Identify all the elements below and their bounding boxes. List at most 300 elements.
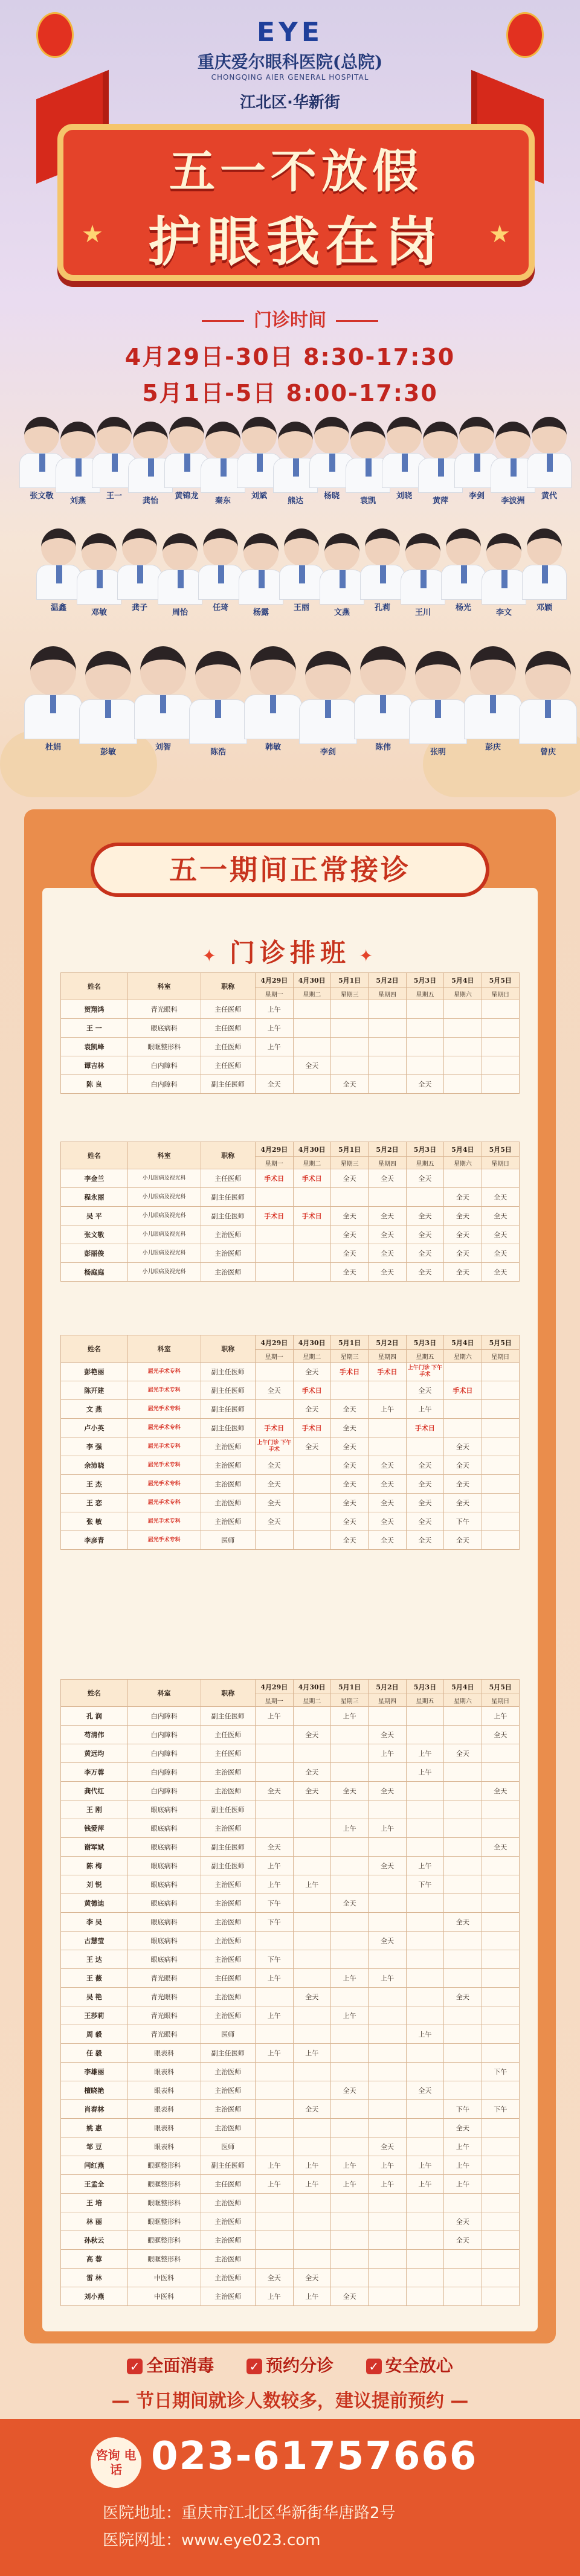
weekday-header: 星期四 — [369, 1350, 406, 1363]
table-row — [61, 2194, 520, 2212]
table-row — [61, 1913, 520, 1932]
doctor-name: 王一 — [106, 492, 122, 501]
weekday-header: 星期三 — [330, 1350, 368, 1363]
schedule-cell: 全天 — [256, 2269, 293, 2287]
title-cell: 副主任医师 — [201, 1363, 256, 1381]
doctor-name-cell: 卢小英 — [61, 1419, 128, 1437]
doctor-name-cell: 任 毅 — [61, 2044, 128, 2063]
schedule-cell — [369, 2063, 406, 2081]
schedule-cell — [256, 1988, 293, 2006]
department-cell: 屈光手术专科 — [127, 1437, 201, 1456]
schedule-cell — [293, 2063, 330, 2081]
doctor-coat — [198, 565, 243, 600]
schedule-cell: 全天 — [293, 1782, 330, 1800]
schedule-cell: 上午 — [406, 1857, 443, 1875]
department-cell: 青光眼科 — [127, 2006, 201, 2025]
schedule-cell — [482, 2156, 519, 2175]
doctor-name: 李剑 — [320, 748, 336, 757]
schedule-cell — [369, 1188, 406, 1207]
title-cell: 主任医师 — [201, 1038, 256, 1056]
date-header: 5月3日 — [406, 1335, 443, 1350]
weekday-header: 星期六 — [444, 1157, 482, 1169]
schedule-cell — [482, 1456, 519, 1475]
schedule-cell — [406, 1019, 443, 1038]
doctor-head — [305, 651, 351, 701]
doctor-name-cell: 林 丽 — [61, 2212, 128, 2231]
schedule-cell — [330, 1381, 368, 1400]
doctor-head — [24, 417, 59, 454]
column-header: 科室 — [127, 973, 201, 1000]
schedule-cell — [330, 2269, 368, 2287]
schedule-cell — [406, 1056, 443, 1075]
schedule-cell: 上午 — [444, 2138, 482, 2156]
schedule-cell — [369, 1000, 406, 1019]
weekday-header: 星期四 — [369, 988, 406, 1000]
title-cell: 主治医师 — [201, 1875, 256, 1894]
schedule-subtitle — [0, 933, 580, 969]
doctor-portrait — [519, 651, 577, 757]
doctor-head — [60, 422, 95, 459]
schedule-cell: 上午 — [256, 2287, 293, 2306]
schedule-cell: 上午 — [256, 1038, 293, 1056]
department-cell: 小儿眼病及视光科 — [127, 1169, 201, 1188]
schedule-cell: 全天 — [293, 1988, 330, 2006]
schedule-cell: 上午 — [330, 2175, 368, 2194]
title-cell: 副主任医师 — [201, 1800, 256, 1819]
doctor-name: 李文 — [495, 608, 512, 617]
weekday-header: 星期三 — [330, 988, 368, 1000]
title-cell: 主治医师 — [201, 2212, 256, 2231]
schedule-cell — [293, 1225, 330, 1244]
table-row — [61, 1207, 520, 1225]
weekday-header: 星期二 — [293, 1694, 330, 1707]
title-cell: 主任医师 — [201, 1744, 256, 1763]
schedule-cell: 上午 — [256, 1969, 293, 1988]
table-row — [61, 1932, 520, 1950]
table-row — [61, 1056, 520, 1075]
table-row — [61, 2212, 520, 2231]
weekday-header: 星期二 — [293, 988, 330, 1000]
schedule-cell — [330, 1038, 368, 1056]
column-header: 职称 — [201, 1680, 256, 1707]
doctor-coat — [409, 699, 467, 744]
schedule-cell: 全天 — [482, 1263, 519, 1282]
schedule-cell — [482, 1512, 519, 1531]
title-cell: 副主任医师 — [201, 1857, 256, 1875]
title-cell: 主任医师 — [201, 2175, 256, 2194]
table-row — [61, 2025, 520, 2044]
doctor-name: 刘燕 — [69, 496, 86, 506]
table-row — [61, 1437, 520, 1456]
schedule-cell — [293, 1512, 330, 1531]
doctor-name-cell: 王莎莉 — [61, 2006, 128, 2025]
title-cell: 主治医师 — [201, 1512, 256, 1531]
schedule-cell — [330, 1857, 368, 1875]
schedule-cell — [256, 2212, 293, 2231]
column-header: 职称 — [201, 973, 256, 1000]
schedule-cell: 上午 — [406, 1744, 443, 1763]
table-row — [61, 2269, 520, 2287]
schedule-cell: 全天 — [406, 2081, 443, 2100]
schedule-cell: 全天 — [444, 1263, 482, 1282]
schedule-cell: 全天 — [444, 1437, 482, 1456]
schedule-cell — [293, 1969, 330, 1988]
doctor-name-cell: 王 恋 — [61, 1494, 128, 1512]
schedule-cell: 上午 — [330, 1819, 368, 1838]
title-cell: 主任医师 — [201, 1000, 256, 1019]
schedule-cell: 全天 — [406, 1512, 443, 1531]
schedule-cell — [369, 2287, 406, 2306]
schedule-cell: 手术日 — [293, 1419, 330, 1437]
schedule-cell: 下午 — [444, 1512, 482, 1531]
schedule-cell: 全天 — [256, 1075, 293, 1094]
doctor-name-cell: 张 敏 — [61, 1512, 128, 1531]
schedule-cell — [482, 2175, 519, 2194]
schedule-cell — [330, 2194, 368, 2212]
schedule-cell — [406, 1894, 443, 1913]
doctor-name-cell: 刘小燕 — [61, 2287, 128, 2306]
department-cell: 小儿眼病及视光科 — [127, 1188, 201, 1207]
schedule-cell: 上午 — [256, 2156, 293, 2175]
table-row — [61, 1969, 520, 1988]
doctor-name-cell: 闫红燕 — [61, 2156, 128, 2175]
department-cell: 眼眶整形科 — [127, 2212, 201, 2231]
schedule-cell — [330, 2119, 368, 2138]
doctor-head — [140, 646, 186, 696]
doctor-name-cell: 王 薇 — [61, 1969, 128, 1988]
doctor-coat — [299, 699, 357, 744]
schedule-cell — [482, 1056, 519, 1075]
schedule-cell — [330, 2250, 368, 2269]
schedule-cell — [293, 1950, 330, 1969]
department-cell: 眼眶整形科 — [127, 2175, 201, 2194]
schedule-cell — [369, 2212, 406, 2231]
schedule-cell: 下午 — [256, 1950, 293, 1969]
department-cell: 眼底病科 — [127, 1819, 201, 1838]
schedule-cell — [406, 1437, 443, 1456]
schedule-cell: 上午 — [256, 2006, 293, 2025]
schedule-cell — [293, 2212, 330, 2231]
schedule-cell: 全天 — [482, 1726, 519, 1744]
schedule-cell — [444, 2194, 482, 2212]
weekday-header: 星期五 — [406, 1157, 443, 1169]
schedule-cell: 上午 — [369, 1819, 406, 1838]
schedule-cell: 全天 — [444, 2119, 482, 2138]
department-cell: 白内障科 — [127, 1744, 201, 1763]
schedule-cell — [330, 1988, 368, 2006]
table-row — [61, 2156, 520, 2175]
schedule-cell: 全天 — [330, 1419, 368, 1437]
doctor-coat — [527, 453, 572, 488]
doctor-name-cell: 余沛晓 — [61, 1456, 128, 1475]
department-cell: 眼底病科 — [127, 1894, 201, 1913]
schedule-cell — [330, 2044, 368, 2063]
table-row — [61, 1800, 520, 1819]
schedule-cell: 全天 — [482, 1207, 519, 1225]
doctor-coat — [464, 695, 522, 739]
schedule-cell — [482, 1038, 519, 1056]
schedule-cell: 上午 — [256, 1857, 293, 1875]
schedule-cell — [444, 1400, 482, 1419]
schedule-cell — [406, 1950, 443, 1969]
weekday-header: 星期日 — [482, 1157, 519, 1169]
schedule-cell: 全天 — [444, 1456, 482, 1475]
schedule-cell — [330, 1838, 368, 1857]
schedule-cell — [369, 1075, 406, 1094]
doctor-name-cell: 王 杰 — [61, 1475, 128, 1494]
department-cell: 青光眼科 — [127, 1969, 201, 1988]
doctor-name-cell: 龚代红 — [61, 1782, 128, 1800]
schedule-cell: 全天 — [406, 1263, 443, 1282]
schedule-cell: 全天 — [256, 1475, 293, 1494]
title-cell: 副主任医师 — [201, 2156, 256, 2175]
doctor-name: 温鑫 — [50, 603, 66, 612]
schedule-cell: 上午 — [330, 1707, 368, 1726]
schedule-cell — [482, 1531, 519, 1550]
doctor-name-cell: 吴 平 — [61, 1207, 128, 1225]
schedule-cell — [482, 1419, 519, 1437]
schedule-cell — [406, 1969, 443, 1988]
schedule-cell — [256, 1932, 293, 1950]
feature-text: 全面消毒 — [146, 2356, 214, 2375]
hospital-website[interactable]: 医院网址：www.eye023.com — [103, 2531, 321, 2549]
schedule-cell — [444, 1707, 482, 1726]
schedule-cell: 上午 — [330, 2156, 368, 2175]
weekday-header: 星期六 — [444, 1350, 482, 1363]
schedule-cell — [256, 1531, 293, 1550]
schedule-cell: 全天 — [444, 1188, 482, 1207]
table-row — [61, 2250, 520, 2269]
schedule-cell — [406, 2044, 443, 2063]
schedule-cell — [293, 1838, 330, 1857]
schedule-cell — [293, 2194, 330, 2212]
schedule-cell: 上午 — [369, 2156, 406, 2175]
doctor-name: 杨露 — [253, 608, 269, 617]
schedule-cell: 全天 — [369, 1169, 406, 1188]
schedule-cell: 上午 — [406, 2156, 443, 2175]
schedule-cell: 全天 — [444, 1744, 482, 1763]
schedule-cell: 下午 — [482, 2100, 519, 2119]
schedule-cell: 上午 — [256, 2175, 293, 2194]
schedule-subtitle-text: 门诊排班 — [229, 938, 350, 968]
schedule-cell — [293, 1000, 330, 1019]
ornament-icon: ✦ — [359, 946, 378, 966]
date-header: 4月30日 — [293, 973, 330, 988]
feature-item — [246, 2356, 334, 2375]
schedule-cell: 上午 — [293, 1875, 330, 1894]
date-header: 5月1日 — [330, 1335, 368, 1350]
schedule-cell — [369, 2250, 406, 2269]
title-cell: 主治医师 — [201, 2269, 256, 2287]
schedule-cell — [406, 2194, 443, 2212]
schedule-cell: 全天 — [444, 1531, 482, 1550]
schedule-cell: 全天 — [406, 1244, 443, 1263]
schedule-cell: 下午 — [256, 1913, 293, 1932]
doctor-name-cell: 文 燕 — [61, 1400, 128, 1419]
doctor-name-cell: 贺翔鸿 — [61, 1000, 128, 1019]
doctor-name: 彭敏 — [100, 748, 116, 757]
schedule-cell — [482, 1744, 519, 1763]
weekday-header: 星期一 — [256, 1694, 293, 1707]
date-header: 5月3日 — [406, 1142, 443, 1157]
doctor-portrait — [527, 417, 572, 501]
doctor-head — [350, 422, 385, 459]
title-cell: 副主任医师 — [201, 2044, 256, 2063]
schedule-cell — [293, 1494, 330, 1512]
schedule-cell — [293, 2231, 330, 2250]
weekday-header: 星期一 — [256, 988, 293, 1000]
schedule-cell: 手术日 — [444, 1381, 482, 1400]
schedule-cell: 全天 — [330, 1494, 368, 1512]
doctor-portrait — [522, 528, 567, 612]
divider — [202, 320, 244, 322]
schedule-cell — [330, 2100, 368, 2119]
title-cell: 副主任医师 — [201, 1707, 256, 1726]
doctor-head — [242, 417, 277, 454]
department-cell: 小儿眼病及视光科 — [127, 1207, 201, 1225]
table-row — [61, 1894, 520, 1913]
table-row — [61, 1726, 520, 1744]
schedule-cell — [406, 1988, 443, 2006]
date-header: 5月5日 — [482, 1142, 519, 1157]
doctor-name: 周怡 — [172, 608, 188, 617]
title-cell: 主治医师 — [201, 1225, 256, 1244]
schedule-cell — [256, 2231, 293, 2250]
date-header: 5月4日 — [444, 1335, 482, 1350]
schedule-cell: 全天 — [406, 1225, 443, 1244]
schedule-cell: 全天 — [482, 1782, 519, 1800]
table-row — [61, 1782, 520, 1800]
doctor-name-cell: 黄德迪 — [61, 1894, 128, 1913]
doctor-portrait — [239, 533, 283, 617]
headline-line2: 护眼我在岗 — [147, 211, 444, 273]
date-header: 5月5日 — [482, 1335, 519, 1350]
date-header: 5月1日 — [330, 973, 368, 988]
doctor-portrait — [117, 528, 162, 612]
schedule-cell — [444, 2025, 482, 2044]
doctor-coat — [401, 570, 445, 605]
department-cell: 青光眼科 — [127, 1000, 201, 1019]
schedule-cell: 全天 — [444, 1207, 482, 1225]
doctor-coat — [189, 699, 247, 744]
schedule-cell — [482, 2081, 519, 2100]
headline-banner — [57, 124, 535, 281]
schedule-cell — [444, 1038, 482, 1056]
schedule-cell — [293, 2006, 330, 2025]
schedule-cell: 上午门诊 下午手术 — [406, 1363, 443, 1381]
column-header: 姓名 — [61, 973, 128, 1000]
doctor-head — [278, 422, 313, 459]
table-row — [61, 2063, 520, 2081]
schedule-cell: 全天 — [482, 1188, 519, 1207]
schedule-cell: 全天 — [330, 1244, 368, 1263]
schedule-cell: 全天 — [330, 1400, 368, 1419]
schedule-cell: 全天 — [256, 1512, 293, 1531]
doctor-portrait — [24, 646, 82, 752]
schedule-cell — [330, 2138, 368, 2156]
doctor-coat — [77, 570, 121, 605]
doctor-coat — [79, 699, 137, 744]
weekday-header: 星期四 — [369, 1157, 406, 1169]
schedule-cell: 上午 — [330, 1969, 368, 1988]
schedule-cell — [256, 2138, 293, 2156]
schedule-cell: 手术日 — [293, 1207, 330, 1225]
doctor-head — [122, 528, 157, 566]
schedule-cell — [369, 2025, 406, 2044]
doctor-coat — [320, 570, 364, 605]
schedule-cell: 全天 — [369, 1512, 406, 1531]
schedule-cell: 全天 — [330, 1169, 368, 1188]
schedule-cell — [482, 2287, 519, 2306]
date-header: 4月29日 — [256, 1680, 293, 1694]
doctor-portrait — [279, 528, 324, 612]
doctor-name-cell: 陈开建 — [61, 1381, 128, 1400]
weekday-header: 星期六 — [444, 1694, 482, 1707]
table-row — [61, 1475, 520, 1494]
schedule-cell: 全天 — [330, 1437, 368, 1456]
schedule-cell: 全天 — [406, 1169, 443, 1188]
doctor-name-cell: 雷 林 — [61, 2269, 128, 2287]
schedule-cell: 全天 — [293, 1726, 330, 1744]
schedule-cell: 全天 — [256, 1782, 293, 1800]
schedule-cell: 全天 — [293, 2269, 330, 2287]
schedule-cell — [256, 2194, 293, 2212]
schedule-cell: 全天 — [406, 1456, 443, 1475]
department-cell: 中医科 — [127, 2269, 201, 2287]
schedule-cell: 全天 — [293, 1363, 330, 1381]
weekday-header: 星期一 — [256, 1157, 293, 1169]
schedule-cell: 上午 — [256, 1000, 293, 1019]
department-cell: 白内障科 — [127, 1707, 201, 1726]
doctor-portrait — [134, 646, 192, 752]
doctor-name-cell: 张文敬 — [61, 1225, 128, 1244]
doctor-head — [387, 417, 422, 454]
table-row — [61, 1988, 520, 2006]
schedule-cell: 上午 — [256, 1707, 293, 1726]
schedule-cell — [369, 2081, 406, 2100]
title-cell: 副主任医师 — [201, 1075, 256, 1094]
schedule-cell — [406, 1726, 443, 1744]
schedule-cell — [444, 1838, 482, 1857]
table-row — [61, 2175, 520, 2194]
schedule-cell — [482, 1019, 519, 1038]
department-cell: 小儿眼病及视光科 — [127, 1263, 201, 1282]
feature-list — [0, 2353, 580, 2377]
schedule-cell — [406, 2287, 443, 2306]
schedule-cell — [444, 1019, 482, 1038]
schedule-cell — [293, 1475, 330, 1494]
doctor-name-cell: 袁凯峰 — [61, 1038, 128, 1056]
date-header: 4月29日 — [256, 1335, 293, 1350]
schedule-cell — [482, 2250, 519, 2269]
check-icon: ✓ — [246, 2359, 262, 2374]
title-cell: 副主任医师 — [201, 1838, 256, 1857]
doctor-name: 熊达 — [287, 496, 303, 506]
title-cell: 主治医师 — [201, 1894, 256, 1913]
department-cell: 屈光手术专科 — [127, 1531, 201, 1550]
schedule-cell — [256, 1244, 293, 1263]
schedule-cell — [444, 1782, 482, 1800]
phone-number[interactable]: 023-61757666 — [151, 2434, 478, 2479]
date-header: 5月2日 — [369, 973, 406, 988]
department-cell: 眼底病科 — [127, 1950, 201, 1969]
schedule-cell: 全天 — [293, 2100, 330, 2119]
schedule-cell — [406, 1838, 443, 1857]
schedule-cell — [293, 1800, 330, 1819]
schedule-cell — [369, 1875, 406, 1894]
schedule-cell — [256, 1800, 293, 1819]
department-cell: 眼表科 — [127, 2044, 201, 2063]
